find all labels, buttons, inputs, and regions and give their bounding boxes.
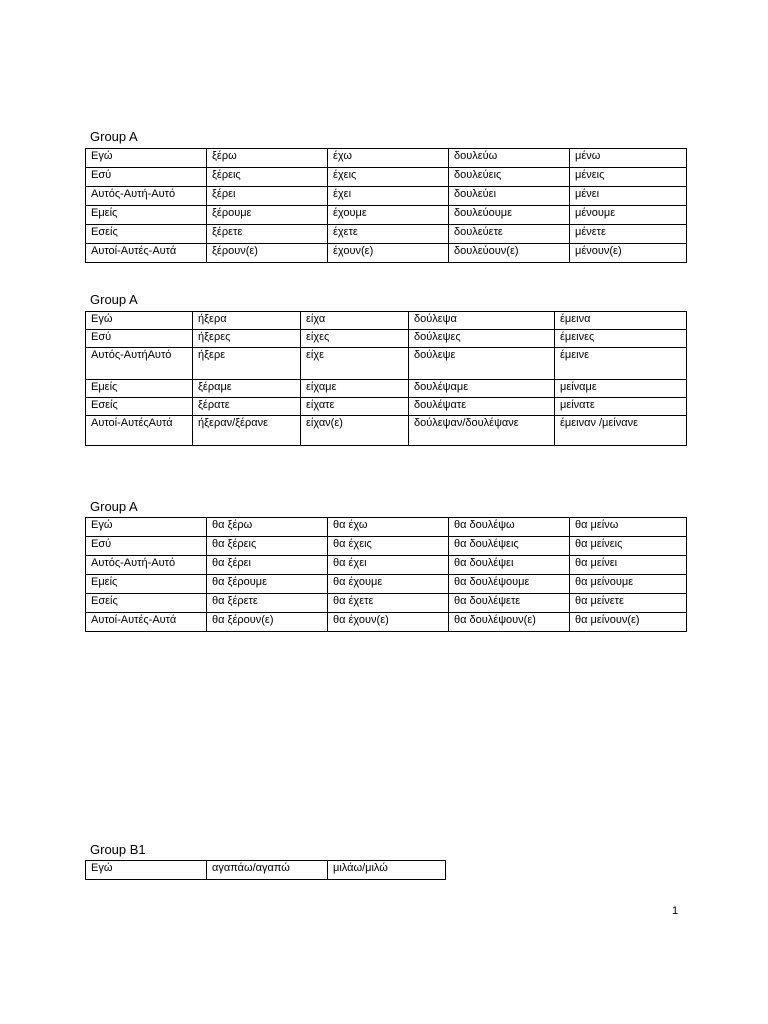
table-cell: θα μείνουν(ε) (570, 613, 687, 632)
table-cell: ξέρει (207, 187, 328, 206)
table-cell: έμεινε (555, 348, 687, 380)
table-cell: έμεινες (555, 330, 687, 348)
section-title: Group A (90, 292, 138, 307)
table-cell: Αυτοί-Αυτές-Αυτά (86, 244, 207, 263)
table-cell: δούλεψες (409, 330, 555, 348)
page-number: 1 (672, 905, 679, 917)
table-cell: Εγώ (86, 861, 207, 880)
table-cell: θα έχουμε (328, 575, 449, 594)
table-row (86, 594, 687, 613)
table-cell: δουλεύεις (449, 168, 570, 187)
conjugation-table-past (85, 311, 687, 446)
table-cell: θα ξέρουμε (207, 575, 328, 594)
table-cell: έμεινα (555, 312, 687, 330)
table-row (86, 575, 687, 594)
section-title: Group A (90, 129, 138, 144)
table-cell: δουλεύω (449, 149, 570, 168)
table-cell: Εμείς (86, 206, 207, 225)
table-cell: Εγώ (86, 149, 207, 168)
table-cell: μένουν(ε) (570, 244, 687, 263)
table-cell: δουλεύετε (449, 225, 570, 244)
table-cell: θα μείνει (570, 556, 687, 575)
table-cell: θα δουλέψουν(ε) (449, 613, 570, 632)
table-row (86, 613, 687, 632)
table-cell: δουλεύει (449, 187, 570, 206)
conjugation-table-present (85, 148, 687, 263)
table-cell: ξέρω (207, 149, 328, 168)
table-cell: είχα (301, 312, 409, 330)
table-cell: Εσύ (86, 537, 207, 556)
table-cell: ξέρετε (207, 225, 328, 244)
table-row (86, 518, 687, 537)
table-cell: ξέρουμε (207, 206, 328, 225)
table-cell: θα δουλέψω (449, 518, 570, 537)
table-cell: θα ξέρουν(ε) (207, 613, 328, 632)
table-row (86, 380, 687, 398)
table-cell: είχε (301, 348, 409, 380)
table-cell: ξέρουν(ε) (207, 244, 328, 263)
table-cell: ήξεραν/ξέρανε (193, 416, 301, 446)
table-row (86, 149, 687, 168)
table-cell: μείναμε (555, 380, 687, 398)
table-cell: είχες (301, 330, 409, 348)
table-cell: Εγώ (86, 518, 207, 537)
table-row (86, 330, 687, 348)
table-cell: μένετε (570, 225, 687, 244)
table-cell: θα έχω (328, 518, 449, 537)
table-cell: θα έχεις (328, 537, 449, 556)
section-title: Group B1 (90, 842, 146, 857)
table-cell: θα δουλέψει (449, 556, 570, 575)
table-cell: Εσείς (86, 398, 193, 416)
table-cell: ξέρατε (193, 398, 301, 416)
table-cell: μένω (570, 149, 687, 168)
table-cell: θα ξέρω (207, 518, 328, 537)
table-cell: ήξερα (193, 312, 301, 330)
table-cell: έχεις (328, 168, 449, 187)
table-cell: έχει (328, 187, 449, 206)
table-cell: δουλέψαμε (409, 380, 555, 398)
table-cell: μείνατε (555, 398, 687, 416)
table-cell: ήξερες (193, 330, 301, 348)
table-row (86, 398, 687, 416)
table-cell: ξέραμε (193, 380, 301, 398)
table-cell: θα δουλέψετε (449, 594, 570, 613)
table-cell: θα έχετε (328, 594, 449, 613)
table-row (86, 168, 687, 187)
table-cell: δουλεύουμε (449, 206, 570, 225)
table-cell: Αυτός-ΑυτήΑυτό (86, 348, 193, 380)
table-row (86, 187, 687, 206)
conjugation-table-future (85, 517, 687, 632)
table-cell: θα ξέρει (207, 556, 328, 575)
table-cell: μένει (570, 187, 687, 206)
table-cell: Αυτός-Αυτή-Αυτό (86, 556, 207, 575)
table-cell: Εμείς (86, 380, 193, 398)
table-cell: Εσείς (86, 225, 207, 244)
conjugation-table-group-b1 (85, 860, 446, 880)
table-cell: ήξερε (193, 348, 301, 380)
table-row (86, 312, 687, 330)
table-cell: θα δουλέψουμε (449, 575, 570, 594)
table-cell: θα έχουν(ε) (328, 613, 449, 632)
table-cell: θα μείνετε (570, 594, 687, 613)
table-cell: δούλεψε (409, 348, 555, 380)
table-row (86, 244, 687, 263)
table-row (86, 225, 687, 244)
table-cell: ξέρεις (207, 168, 328, 187)
section-title: Group A (90, 499, 138, 514)
table-cell: θα ξέρετε (207, 594, 328, 613)
table-cell: Εμείς (86, 575, 207, 594)
table-cell: αγαπάω/αγαπώ (207, 861, 328, 880)
table-cell: δουλέψατε (409, 398, 555, 416)
table-cell: μένουμε (570, 206, 687, 225)
table-row (86, 348, 687, 380)
table-row (86, 861, 446, 880)
table-cell: Εσύ (86, 330, 193, 348)
table-cell: θα μείνουμε (570, 575, 687, 594)
table-row (86, 416, 687, 446)
table-row (86, 537, 687, 556)
table-cell: είχαν(ε) (301, 416, 409, 446)
table-cell: θα δουλέψεις (449, 537, 570, 556)
table-row (86, 556, 687, 575)
table-cell: Εσύ (86, 168, 207, 187)
table-cell: θα μείνεις (570, 537, 687, 556)
table-cell: δούλεψαν/δουλέψανε (409, 416, 555, 446)
table-cell: Αυτός-Αυτή-Αυτό (86, 187, 207, 206)
table-cell: θα έχει (328, 556, 449, 575)
table-cell: έχουμε (328, 206, 449, 225)
table-cell: δούλεψα (409, 312, 555, 330)
table-cell: Εσείς (86, 594, 207, 613)
table-cell: μιλάω/μιλώ (328, 861, 446, 880)
table-cell: Αυτοί-ΑυτέςΑυτά (86, 416, 193, 446)
table-cell: Εγώ (86, 312, 193, 330)
table-cell: θα ξέρεις (207, 537, 328, 556)
table-row (86, 206, 687, 225)
table-cell: είχατε (301, 398, 409, 416)
table-cell: έμειναν /μείνανε (555, 416, 687, 446)
table-cell: θα μείνω (570, 518, 687, 537)
table-cell: έχετε (328, 225, 449, 244)
table-cell: Αυτοί-Αυτές-Αυτά (86, 613, 207, 632)
table-cell: έχουν(ε) (328, 244, 449, 263)
table-cell: είχαμε (301, 380, 409, 398)
table-cell: έχω (328, 149, 449, 168)
table-cell: μένεις (570, 168, 687, 187)
table-cell: δουλεύουν(ε) (449, 244, 570, 263)
